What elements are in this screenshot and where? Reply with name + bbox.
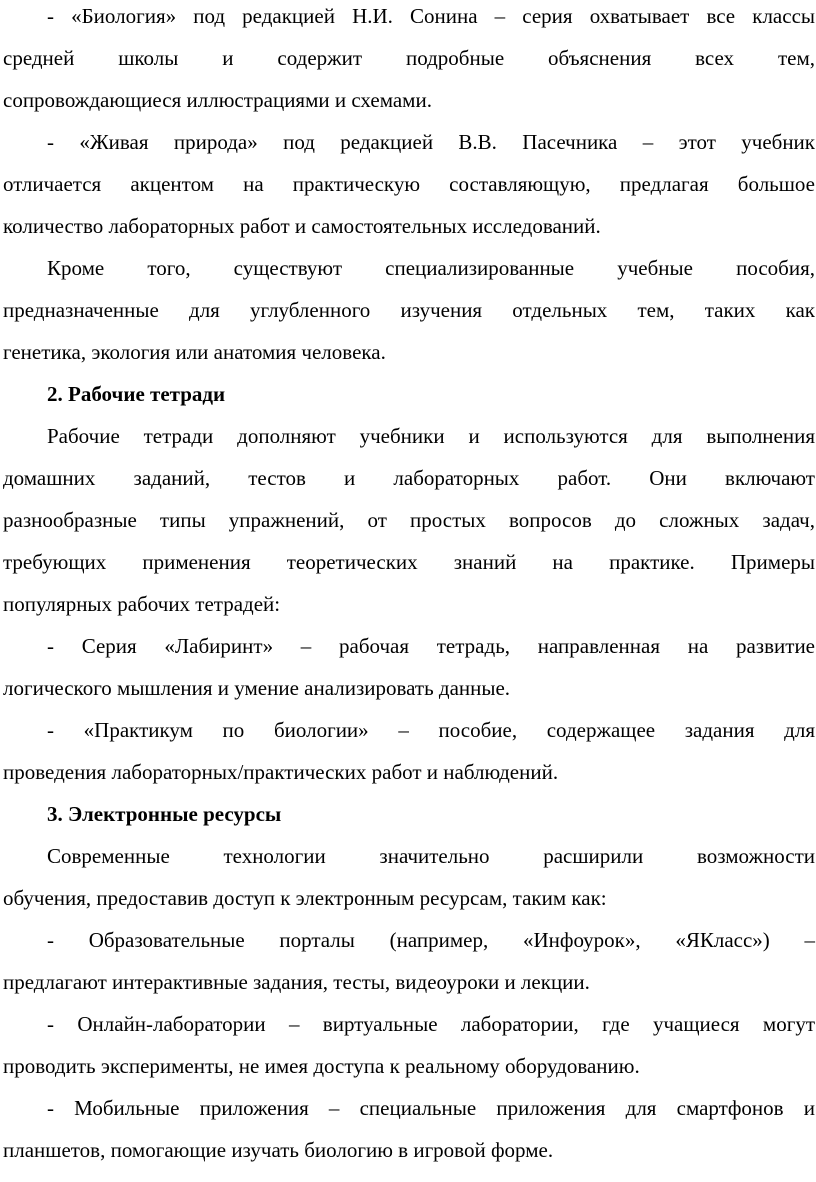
- text-line: - «Живая природа» под редакцией В.В. Пасечника – этот учебник: [47, 130, 815, 154]
- text-line: - Серия «Лабиринт» – рабочая тетрадь, направленная на развитие: [47, 634, 815, 658]
- text-line: отличается акцентом на практическую составляющую, предлагая большое: [3, 172, 815, 196]
- text-line: предлагают интерактивные задания, тесты, видеоуроки и лекции.: [3, 970, 590, 994]
- text-line: предназначенные для углубленного изучения отдельных тем, таких как: [3, 298, 815, 322]
- text-line: проводить эксперименты, не имея доступа к реальному оборудованию.: [3, 1054, 640, 1078]
- text-line: - Образовательные порталы (например, «Инфоурок», «ЯКласс») –: [47, 928, 815, 952]
- section-heading: 2. Рабочие тетради: [47, 382, 226, 406]
- text-line: популярных рабочих тетрадей:: [3, 592, 281, 616]
- text-line: - Мобильные приложения – специальные приложения для смартфонов и: [47, 1096, 815, 1120]
- text-line: - Онлайн-лаборатории – виртуальные лаборатории, где учащиеся могут: [47, 1012, 815, 1036]
- text-line: Современные технологии значительно расширили возможности: [47, 844, 815, 868]
- text-line: требующих применения теоретических знаний на практике. Примеры: [3, 550, 815, 574]
- text-line: генетика, экология или анатомия человека.: [3, 340, 386, 364]
- section-heading: 3. Электронные ресурсы: [47, 802, 282, 826]
- text-line: - «Биология» под редакцией Н.И. Сонина – серия охватывает все классы: [47, 4, 815, 28]
- text-line: домашних заданий, тестов и лабораторных работ. Они включают: [3, 466, 815, 490]
- text-line: средней школы и содержит подробные объяснения всех тем,: [3, 46, 815, 70]
- text-line: логического мышления и умение анализировать данные.: [3, 676, 511, 700]
- text-line: разнообразные типы упражнений, от простых вопросов до сложных задач,: [3, 508, 815, 532]
- text-line: количество лабораторных работ и самостоятельных исследований.: [3, 214, 601, 238]
- text-line: сопровождающиеся иллюстрациями и схемами.: [3, 88, 432, 112]
- text-line: Рабочие тетради дополняют учебники и используются для выполнения: [47, 424, 815, 448]
- text-line: обучения, предоставив доступ к электронным ресурсам, таким как:: [3, 886, 607, 910]
- text-line: - «Практикум по биологии» – пособие, содержащее задания для: [47, 718, 815, 742]
- text-line: Кроме того, существуют специализированные учебные пособия,: [47, 256, 815, 280]
- text-line: планшетов, помогающие изучать биологию в игровой форме.: [3, 1138, 554, 1162]
- text-line: проведения лабораторных/практических работ и наблюдений.: [3, 760, 559, 784]
